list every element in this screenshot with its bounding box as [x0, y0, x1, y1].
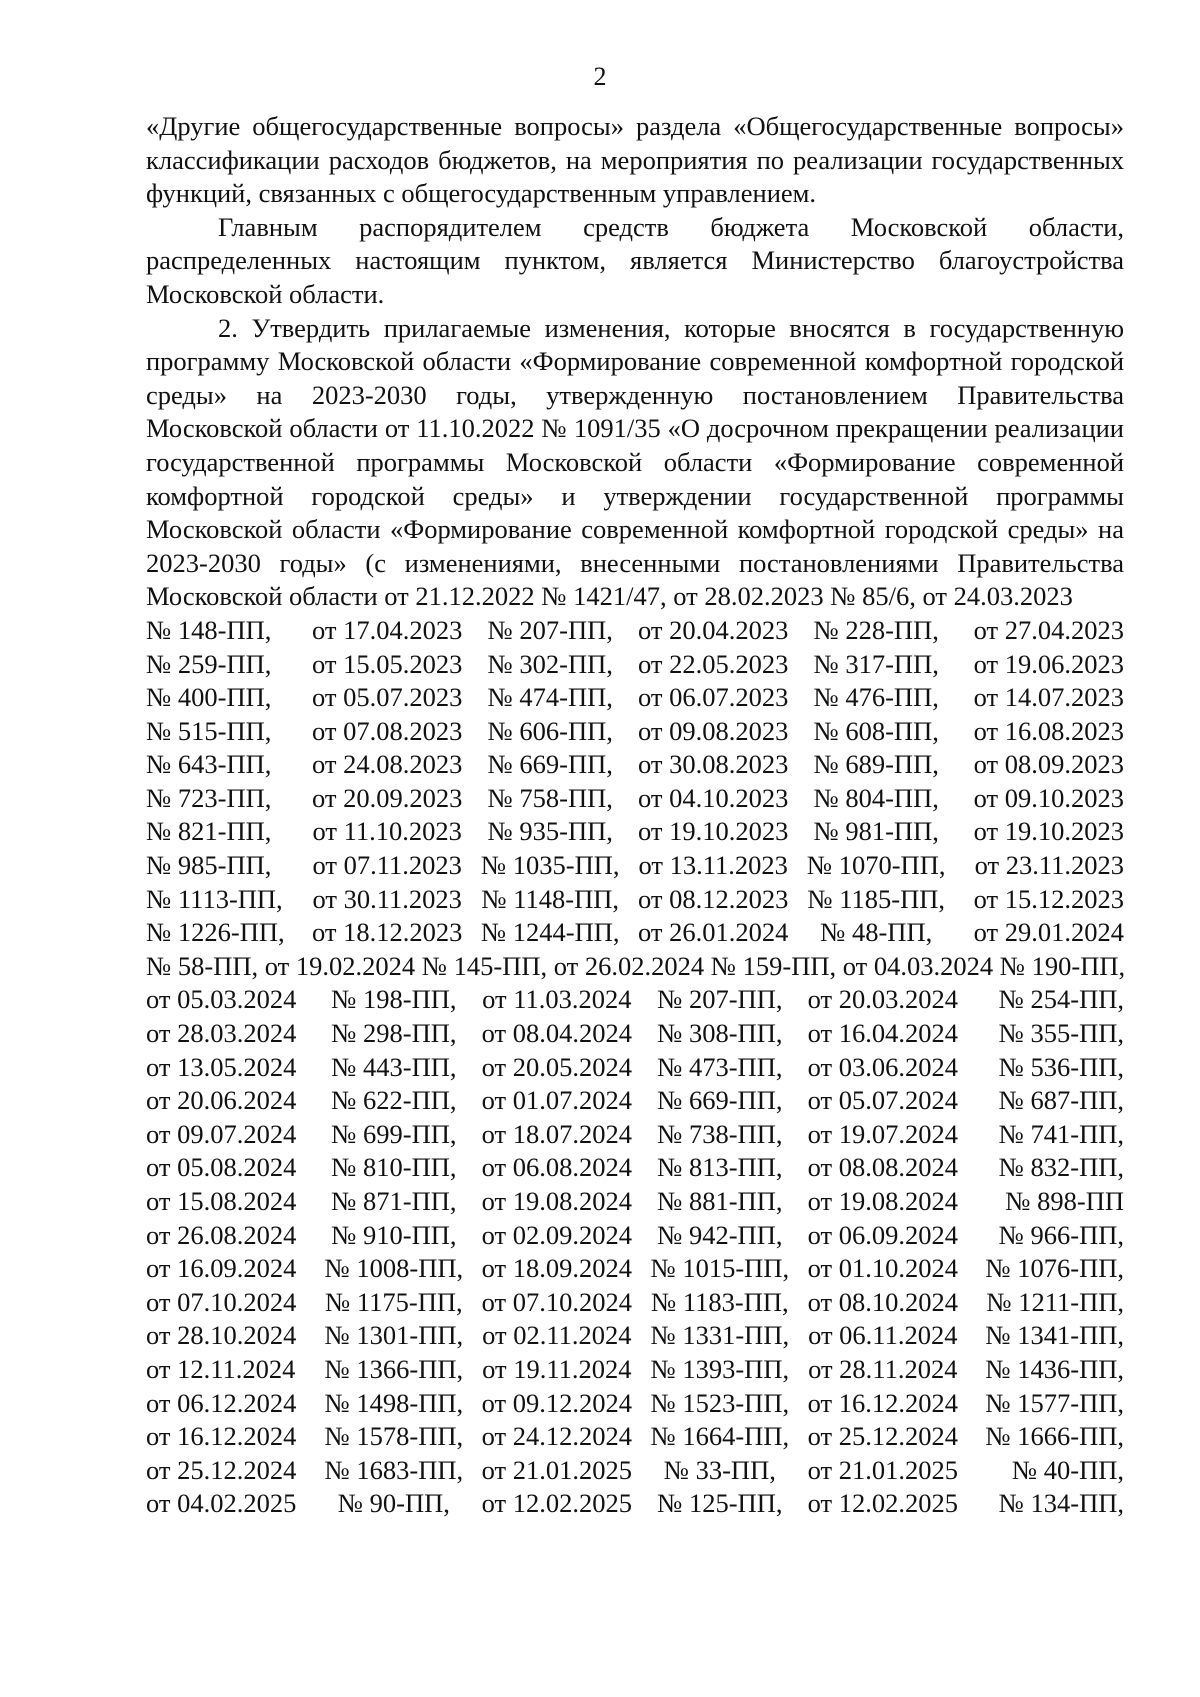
resolution-cell: № 1341-ПП,: [985, 1320, 1124, 1351]
resolution-row: [146, 1084, 1124, 1118]
resolution-cell: № 898-ПП: [1005, 1186, 1124, 1216]
resolution-cell: от 11.03.2024: [482, 984, 632, 1015]
resolution-row: [146, 1151, 1124, 1185]
resolution-cell: от 17.04.2023: [312, 614, 463, 645]
resolution-cell: № 443-ПП,: [331, 1051, 457, 1082]
resolution-cell: от 29.01.2024: [973, 917, 1124, 948]
resolution-cell: от 19.11.2024: [482, 1353, 632, 1384]
resolution-cell: № 689-ПП,: [813, 749, 939, 780]
resolution-cell: от 21.01.2025: [481, 1454, 632, 1485]
resolution-row: [146, 1387, 1124, 1421]
resolution-cell: № 1393-ПП,: [650, 1353, 790, 1384]
resolution-cell: № 254-ПП,: [998, 984, 1124, 1015]
resolution-cell: № 228-ПП,: [813, 614, 939, 645]
resolution-cell: № 1226-ПП,: [146, 917, 285, 948]
resolution-cell: № 536-ПП,: [998, 1051, 1124, 1082]
resolution-row: [146, 1017, 1124, 1051]
resolution-cell: № 259-ПП,: [146, 648, 272, 679]
resolution-cell: от 18.09.2024: [481, 1253, 632, 1284]
paragraph-continuation: «Другие общегосударственные вопросы» раздела «Общегосударственные вопросы» классификации расходов бюджетов, на мероприятия по реализации государственных функций, связанных с общегосударственным управлением.: [146, 111, 1124, 209]
resolution-cell: от 28.11.2024: [808, 1353, 958, 1384]
resolution-cell: от 04.10.2023: [637, 782, 789, 813]
resolution-cell: № 804-ПП,: [813, 782, 939, 813]
resolution-cell: от 12.11.2024: [146, 1353, 296, 1384]
resolution-cell: от 08.09.2023: [973, 749, 1124, 780]
resolution-row: [146, 815, 1124, 849]
resolution-cell: № 1666-ПП,: [985, 1421, 1124, 1452]
resolution-row: [146, 614, 1124, 648]
resolution-cell: № 985-ПП,: [146, 850, 272, 881]
resolution-row: [146, 1319, 1124, 1353]
resolution-cell: № 515-ПП,: [146, 715, 272, 746]
resolution-cell: от 03.06.2024: [807, 1051, 958, 1082]
resolution-cell: от 06.12.2024: [146, 1387, 297, 1418]
resolution-row: [146, 715, 1124, 749]
resolution-cell: № 473-ПП,: [657, 1051, 783, 1082]
resolution-cell: № 1331-ПП,: [650, 1320, 790, 1351]
resolution-row: [146, 983, 1124, 1017]
resolution-cell: № 687-ПП,: [998, 1085, 1124, 1116]
resolution-cell: от 11.10.2023: [312, 816, 462, 847]
resolution-cell: от 19.08.2024: [481, 1186, 632, 1216]
resolution-cell: № 741-ПП,: [998, 1118, 1124, 1149]
resolution-cell: № 910-ПП,: [331, 1219, 457, 1250]
resolution-cell: от 09.08.2023: [637, 715, 789, 746]
resolution-cell: от 19.06.2023: [973, 648, 1124, 679]
resolution-cell: № 1008-ПП,: [324, 1253, 464, 1284]
resolution-cell: от 16.09.2024: [146, 1253, 297, 1284]
resolution-cell: № 813-ПП,: [657, 1152, 783, 1183]
resolution-row: [146, 1286, 1124, 1320]
resolution-cell: от 06.08.2024: [481, 1152, 632, 1183]
resolution-cell: от 07.08.2023: [312, 715, 463, 746]
resolution-row: [146, 1420, 1124, 1454]
resolution-cell: от 05.03.2024: [146, 984, 297, 1015]
resolution-row: [146, 1118, 1124, 1152]
resolution-cell: № 134-ПП,: [998, 1488, 1124, 1519]
resolution-cell: № 298-ПП,: [331, 1018, 457, 1049]
resolution-cell: № 476-ПП,: [813, 682, 939, 713]
resolution-cell: от 15.08.2024: [146, 1186, 297, 1216]
resolution-cell: от 02.09.2024: [481, 1219, 632, 1250]
resolution-cell: № 1301-ПП,: [324, 1320, 464, 1351]
resolution-cell: от 12.02.2025: [807, 1488, 958, 1519]
resolution-cell: № 699-ПП,: [331, 1118, 457, 1149]
resolution-cell: от 07.10.2024: [481, 1286, 632, 1317]
resolution-cell: № 1244-ПП,: [480, 917, 620, 948]
resolution-row: [146, 1051, 1124, 1085]
resolution-cell: от 23.11.2023: [974, 850, 1124, 881]
resolution-cell: № 738-ПП,: [657, 1118, 783, 1149]
resolution-list-2023: [146, 614, 1124, 950]
resolution-cell: от 19.10.2023: [973, 816, 1124, 847]
resolution-cell: от 20.05.2024: [481, 1051, 632, 1082]
resolution-cell: от 14.07.2023: [973, 682, 1124, 713]
resolution-cell: от 05.07.2023: [312, 682, 463, 713]
resolution-cell: от 19.08.2024: [807, 1186, 958, 1216]
resolution-cell: № 1664-ПП,: [650, 1421, 790, 1452]
paragraph-item-2: 2. Утвердить прилагаемые изменения, которые вносятся в государственную программу Московской области «Формирование современной комфортной городской среды» на 2023-2030 годы, утвержденную постановлением Правительства Московской области от 11.10.2022 № 1091/35 «О досрочном прекращении реализации государственной программы Московской области «Формирование современной комфортной городской среды» и утверждении государственной программы Московской области «Формирование современной комфортной городской среды» на 2023-2030 годы» (с изменениями, внесенными постановлениями Правительства Московской области от 21.12.2022 № 1421/47, от 28.02.2023 № 85/6, от 24.03.2023: [146, 312, 1124, 612]
resolution-cell: № 935-ПП,: [487, 816, 613, 847]
resolution-cell: от 08.08.2024: [807, 1152, 958, 1183]
resolution-cell: от 19.07.2024: [807, 1118, 958, 1149]
resolution-cell: от 01.10.2024: [807, 1253, 958, 1284]
resolution-cell: № 317-ПП,: [813, 648, 939, 679]
paragraph-chief-manager: Главным распорядителем средств бюджета Московской области, распределенных настоящим пунктом, является Министерство благоустройства Московской области.: [146, 211, 1124, 309]
resolution-cell: № 1035-ПП,: [480, 850, 620, 881]
resolution-cell: № 669-ПП,: [487, 749, 613, 780]
resolution-row: [146, 1454, 1124, 1488]
resolution-cell: от 13.11.2023: [638, 850, 788, 881]
resolution-cell: № 198-ПП,: [331, 984, 457, 1015]
resolution-cell: № 622-ПП,: [331, 1085, 457, 1116]
resolution-cell: № 1183-ПП,: [650, 1286, 789, 1317]
resolution-cell: № 606-ПП,: [487, 715, 613, 746]
resolution-cell: от 08.04.2024: [481, 1018, 632, 1049]
resolution-list-2024: [146, 983, 1124, 1521]
resolution-cell: от 05.07.2024: [807, 1085, 958, 1116]
resolution-cell: от 09.10.2023: [973, 782, 1124, 813]
resolution-cell: от 09.07.2024: [146, 1118, 297, 1149]
resolution-cell: № 48-ПП,: [820, 917, 933, 948]
resolution-cell: от 24.12.2024: [481, 1421, 632, 1452]
resolution-cell: от 01.07.2024: [481, 1085, 632, 1116]
resolution-cell: № 474-ПП,: [487, 682, 613, 713]
resolution-cell: от 25.12.2024: [146, 1454, 297, 1485]
resolution-cell: от 06.09.2024: [807, 1219, 958, 1250]
resolution-cell: № 881-ПП,: [657, 1186, 783, 1216]
resolution-cell: № 125-ПП,: [657, 1488, 783, 1519]
resolution-cell: № 302-ПП,: [487, 648, 613, 679]
resolution-cell: от 05.08.2024: [146, 1152, 297, 1183]
resolution-cell: от 30.11.2023: [312, 883, 462, 914]
resolution-cell: № 981-ПП,: [813, 816, 939, 847]
resolution-row: [146, 1185, 1124, 1219]
resolution-cell: № 1015-ПП,: [650, 1253, 790, 1284]
resolution-cell: от 26.08.2024: [146, 1219, 297, 1250]
resolution-cell: № 355-ПП,: [998, 1018, 1124, 1049]
resolution-cell: № 90-ПП,: [337, 1488, 450, 1519]
resolution-cell: № 1577-ПП,: [985, 1387, 1124, 1418]
resolution-cell: № 758-ПП,: [487, 782, 613, 813]
resolution-cell: № 148-ПП,: [146, 614, 272, 645]
resolution-cell: от 16.08.2023: [973, 715, 1124, 746]
resolution-row: [146, 1252, 1124, 1286]
resolution-cell: № 1148-ПП,: [481, 883, 619, 914]
resolution-cell: от 27.04.2023: [973, 614, 1124, 645]
resolution-cell: от 07.11.2023: [312, 850, 462, 881]
resolution-cell: от 20.09.2023: [312, 782, 463, 813]
document-body: [146, 110, 1124, 1521]
resolution-row: [146, 1219, 1124, 1253]
resolution-cell: от 26.01.2024: [637, 917, 789, 948]
resolution-cell: № 1076-ПП,: [985, 1253, 1124, 1284]
resolution-run-on-line: № 58-ПП, от 19.02.2024 № 145-ПП, от 26.02.2024 № 159-ПП, от 04.03.2024 № 190-ПП,: [146, 950, 1126, 981]
resolution-cell: от 15.12.2023: [973, 883, 1124, 914]
resolution-row: [146, 681, 1124, 715]
resolution-cell: № 871-ПП,: [331, 1186, 457, 1216]
resolution-cell: № 207-ПП,: [487, 614, 613, 645]
resolution-cell: № 207-ПП,: [657, 984, 783, 1015]
resolution-cell: № 40-ПП,: [1011, 1454, 1124, 1485]
resolution-row: [146, 748, 1124, 782]
resolution-cell: № 1211-ПП,: [986, 1286, 1124, 1317]
resolution-cell: № 1113-ПП,: [146, 883, 283, 914]
resolution-list-2024-body: [146, 983, 1124, 1521]
resolution-cell: № 400-ПП,: [146, 682, 272, 713]
resolution-cell: № 1070-ПП,: [806, 850, 946, 881]
resolution-cell: от 15.05.2023: [312, 648, 463, 679]
resolution-row: [146, 849, 1124, 883]
resolution-cell: от 04.02.2025: [146, 1488, 297, 1519]
resolution-cell: от 09.12.2024: [481, 1387, 632, 1418]
resolution-cell: № 966-ПП,: [998, 1219, 1124, 1250]
resolution-cell: от 12.02.2025: [481, 1488, 632, 1519]
resolution-cell: от 18.07.2024: [481, 1118, 632, 1149]
resolution-cell: от 22.05.2023: [637, 648, 789, 679]
resolution-cell: № 942-ПП,: [657, 1219, 783, 1250]
resolution-cell: от 28.03.2024: [146, 1018, 297, 1049]
resolution-cell: № 1366-ПП,: [324, 1353, 464, 1384]
resolution-cell: № 1523-ПП,: [650, 1387, 790, 1418]
resolution-cell: от 25.12.2024: [807, 1421, 958, 1452]
resolution-cell: № 821-ПП,: [146, 816, 272, 847]
resolution-cell: от 28.10.2024: [146, 1320, 297, 1351]
resolution-cell: № 608-ПП,: [813, 715, 939, 746]
resolution-cell: № 1498-ПП,: [324, 1387, 464, 1418]
resolution-cell: от 02.11.2024: [482, 1320, 632, 1351]
resolution-cell: от 08.12.2023: [637, 883, 789, 914]
resolution-cell: от 06.11.2024: [808, 1320, 958, 1351]
resolution-row: [146, 883, 1124, 917]
resolution-cell: от 19.10.2023: [637, 816, 789, 847]
resolution-cell: № 33-ПП,: [663, 1454, 776, 1485]
resolution-cell: от 16.12.2024: [146, 1421, 297, 1452]
resolution-cell: от 13.05.2024: [146, 1051, 297, 1082]
resolution-cell: № 643-ПП,: [146, 749, 272, 780]
resolution-cell: от 08.10.2024: [807, 1286, 958, 1317]
resolution-cell: от 21.01.2025: [807, 1454, 958, 1485]
resolution-cell: от 07.10.2024: [146, 1286, 297, 1317]
resolution-cell: от 20.04.2023: [637, 614, 789, 645]
resolution-cell: № 832-ПП,: [998, 1152, 1124, 1183]
resolution-cell: № 723-ПП,: [146, 782, 272, 813]
resolution-row: [146, 1353, 1124, 1387]
resolution-cell: от 06.07.2023: [637, 682, 789, 713]
resolution-list-2023-body: [146, 614, 1124, 950]
resolution-cell: от 16.12.2024: [807, 1387, 958, 1418]
resolution-row: [146, 782, 1124, 816]
resolution-cell: № 1436-ПП,: [985, 1353, 1124, 1384]
resolution-cell: № 1185-ПП,: [807, 883, 945, 914]
resolution-cell: от 30.08.2023: [637, 749, 789, 780]
resolution-cell: от 18.12.2023: [312, 917, 463, 948]
resolution-cell: от 20.03.2024: [807, 984, 958, 1015]
resolution-row: [146, 1487, 1124, 1521]
resolution-cell: от 20.06.2024: [146, 1085, 297, 1116]
resolution-cell: № 1578-ПП,: [324, 1421, 464, 1452]
resolution-cell: № 308-ПП,: [657, 1018, 783, 1049]
resolution-cell: № 1175-ПП,: [324, 1286, 463, 1317]
page-number: 2: [593, 62, 607, 91]
resolution-row: [146, 648, 1124, 682]
resolution-cell: от 16.04.2024: [807, 1018, 958, 1049]
resolution-row: [146, 916, 1124, 950]
resolution-cell: от 24.08.2023: [312, 749, 463, 780]
resolution-cell: № 1683-ПП,: [324, 1454, 464, 1485]
resolution-cell: № 669-ПП,: [657, 1085, 783, 1116]
resolution-cell: № 810-ПП,: [331, 1152, 457, 1183]
